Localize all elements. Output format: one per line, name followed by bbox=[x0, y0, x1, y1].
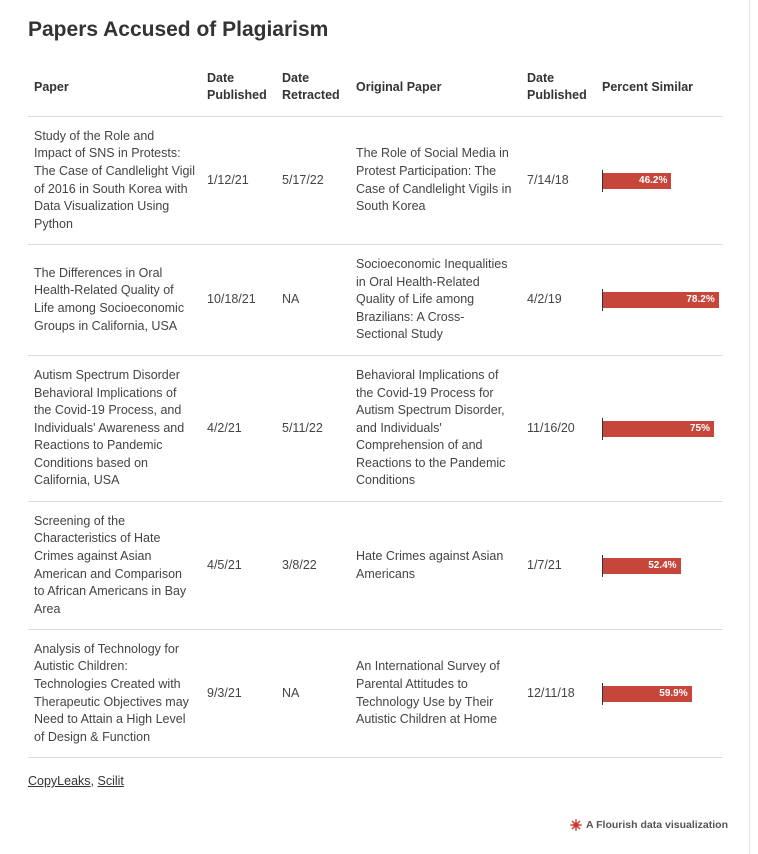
cell-date-published: 4/2/21 bbox=[201, 356, 276, 502]
cell-original-paper: Hate Crimes against Asian Americans bbox=[350, 502, 521, 630]
table-row bbox=[28, 502, 723, 630]
cell-original-date: 12/11/18 bbox=[521, 630, 596, 758]
table-row bbox=[28, 245, 723, 356]
cell-date-retracted: 5/17/22 bbox=[276, 117, 350, 245]
column-header-date-published: Date Published bbox=[201, 64, 276, 117]
cell-original-paper: An International Survey of Parental Attitudes to Technology Use by Their Autistic Children at Home bbox=[350, 630, 521, 758]
cell-date-published: 4/5/21 bbox=[201, 502, 276, 630]
source-link-copyleaks[interactable]: CopyLeaks bbox=[28, 774, 91, 788]
similarity-bar: 52.4% bbox=[603, 558, 681, 574]
column-header-original-paper: Original Paper bbox=[350, 64, 521, 117]
cell-date-retracted: 3/8/22 bbox=[276, 502, 350, 630]
cell-paper: The Differences in Oral Health-Related Quality of Life among Socioeconomic Groups in California, USA bbox=[28, 245, 201, 356]
cell-date-retracted: NA bbox=[276, 630, 350, 758]
table-row bbox=[28, 630, 723, 758]
flourish-logo-icon bbox=[570, 819, 582, 831]
column-header-original-date-published: Date Published bbox=[521, 64, 596, 117]
cell-original-date: 7/14/18 bbox=[521, 117, 596, 245]
column-header-date-retracted: Date Retracted bbox=[276, 64, 350, 117]
chart-title: Papers Accused of Plagiarism bbox=[28, 18, 329, 41]
cell-date-retracted: 5/11/22 bbox=[276, 356, 350, 502]
table-row bbox=[28, 117, 723, 245]
bar-track bbox=[602, 683, 717, 705]
bar-track bbox=[602, 170, 717, 192]
cell-date-published: 10/18/21 bbox=[201, 245, 276, 356]
cell-paper: Study of the Role and Impact of SNS in Protests: The Case of Candlelight Vigil of 2016 in South Korea with Data Visualization Using Python bbox=[28, 117, 201, 245]
cell-original-date: 11/16/20 bbox=[521, 356, 596, 502]
bar-track bbox=[602, 555, 717, 577]
cell-original-paper: Behavioral Implications of the Covid-19 Process for Autism Spectrum Disorder, and Individuals' Comprehension of and Reactions to the Pandemic Conditions bbox=[350, 356, 521, 502]
credit-text: A Flourish data visualization bbox=[586, 819, 728, 831]
similarity-bar: 46.2% bbox=[603, 173, 671, 189]
cell-original-date: 4/2/19 bbox=[521, 245, 596, 356]
page-edge-strip bbox=[749, 0, 758, 854]
cell-original-date: 1/7/21 bbox=[521, 502, 596, 630]
cell-percent-similar bbox=[596, 245, 723, 356]
cell-date-published: 9/3/21 bbox=[201, 630, 276, 758]
cell-percent-similar bbox=[596, 630, 723, 758]
cell-paper: Screening of the Characteristics of Hate Crimes against Asian American and Comparison to African Americans in Bay Area bbox=[28, 502, 201, 630]
cell-original-paper: The Role of Social Media in Protest Participation: The Case of Candlelight Vigils in South Korea bbox=[350, 117, 521, 245]
plagiarism-table bbox=[28, 64, 723, 758]
similarity-bar: 78.2% bbox=[603, 292, 719, 308]
cell-paper: Autism Spectrum Disorder Behavioral Implications of the Covid-19 Process, and Individuals' Awareness and Reactions to Pandemic Conditions based on California, USA bbox=[28, 356, 201, 502]
source-separator: , bbox=[90, 774, 98, 788]
column-header-percent-similar: Percent Similar bbox=[596, 64, 723, 117]
flourish-credit[interactable] bbox=[570, 819, 728, 831]
column-header-paper: Paper bbox=[28, 64, 201, 117]
cell-original-paper: Socioeconomic Inequalities in Oral Health-Related Quality of Life among Brazilians: A Cross-Sectional Study bbox=[350, 245, 521, 356]
cell-percent-similar bbox=[596, 502, 723, 630]
source-line bbox=[28, 774, 124, 788]
cell-percent-similar bbox=[596, 356, 723, 502]
similarity-bar: 59.9% bbox=[603, 686, 692, 702]
cell-paper: Analysis of Technology for Autistic Children: Technologies Created with Therapeutic Objectives may Need to Attain a High Level of Design & Function bbox=[28, 630, 201, 758]
similarity-bar: 75% bbox=[603, 421, 714, 437]
bar-track bbox=[602, 289, 717, 311]
cell-date-retracted: NA bbox=[276, 245, 350, 356]
table-row bbox=[28, 356, 723, 502]
cell-percent-similar bbox=[596, 117, 723, 245]
table-body bbox=[28, 117, 723, 758]
bar-track bbox=[602, 418, 717, 440]
source-link-scilit[interactable]: Scilit bbox=[97, 774, 124, 788]
cell-date-published: 1/12/21 bbox=[201, 117, 276, 245]
header-row bbox=[28, 64, 723, 117]
